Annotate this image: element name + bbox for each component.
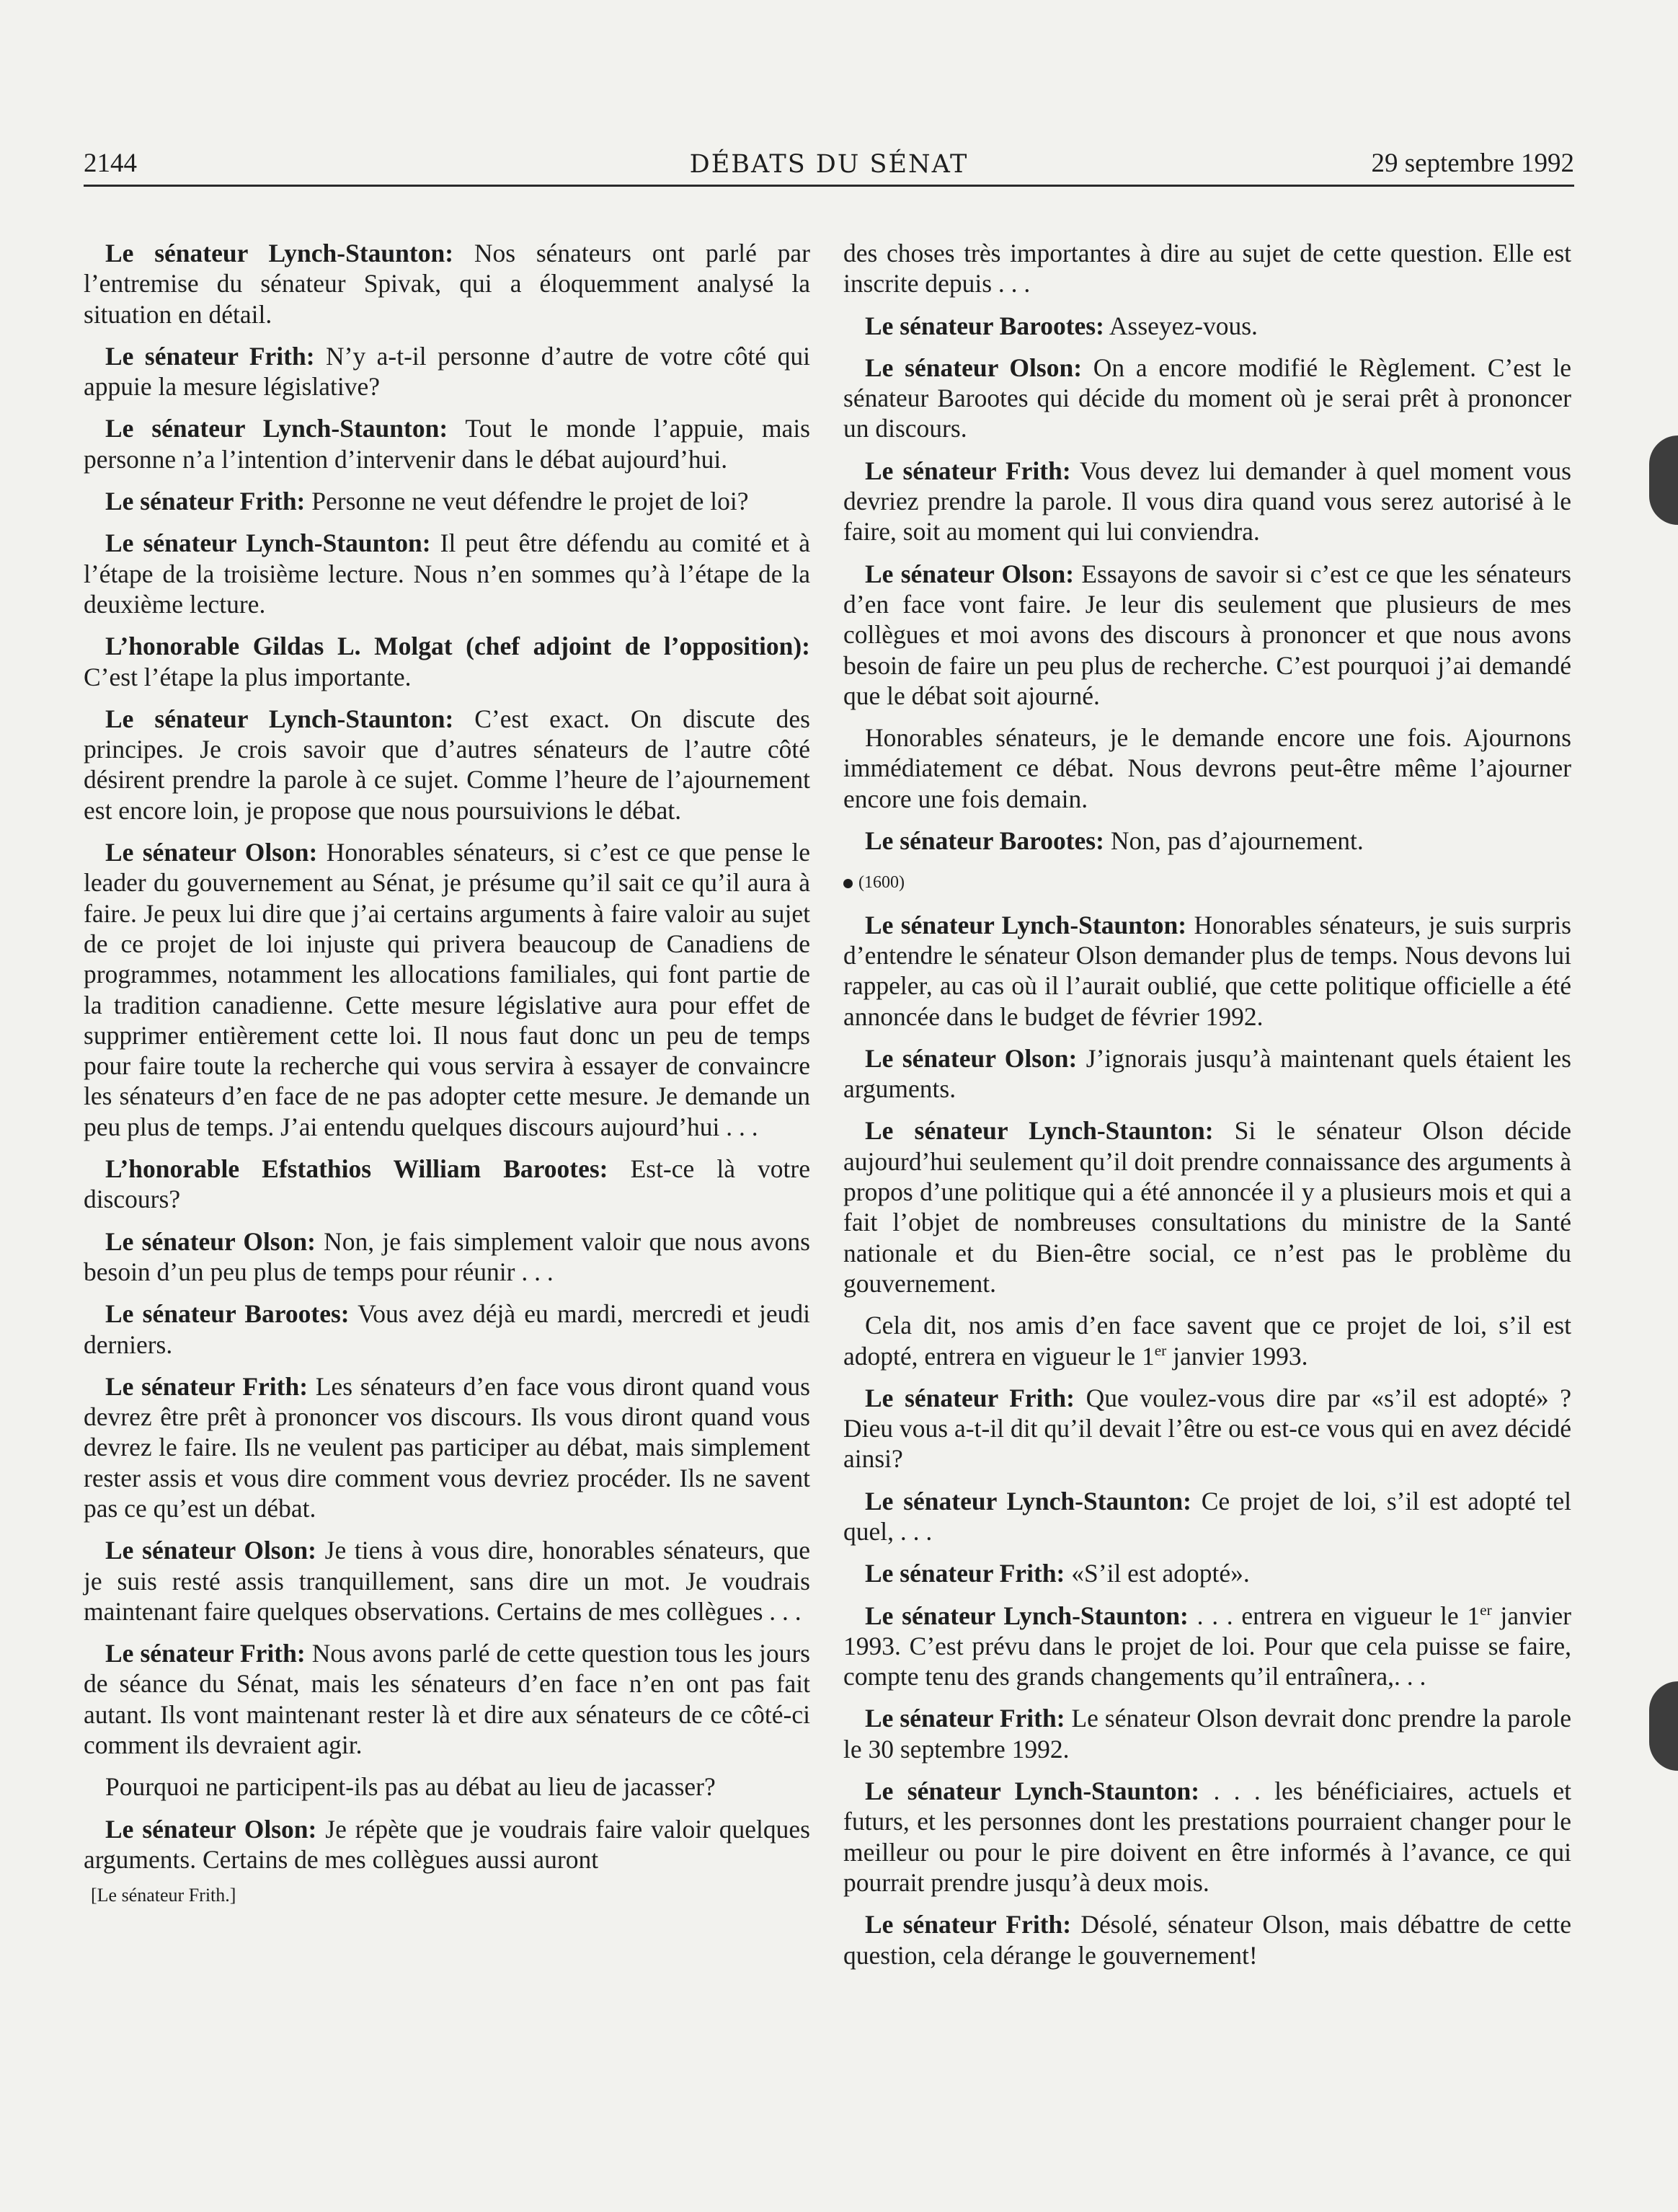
paragraph-text: Il peut être défendu au comité et à l’étape de la troisième lecture. Nous n’en sommes qu’à l’étape de la deuxième lecture. (84, 528, 810, 619)
paragraph (84, 837, 810, 1142)
paragraph (84, 1226, 810, 1288)
paragraph (843, 1310, 1571, 1371)
right-paragraphs-c (843, 1383, 1571, 1589)
speaker-name: Le sénateur Barootes: (865, 826, 1104, 856)
paragraph-text: Non, je fais simplement valoir que nous avons besoin d’un peu plus de temps pour réunir . . . (84, 1226, 810, 1286)
paragraph (843, 1115, 1571, 1299)
speaker-name: Le sénateur Frith: (105, 1371, 308, 1401)
paragraph-text: Pourquoi ne participent-ils pas au débat au lieu de jacasser? (105, 1772, 716, 1802)
paragraph (84, 1154, 810, 1215)
paragraph-text: Non, pas d’ajournement. (1104, 826, 1364, 856)
paragraph-text: «S’il est adopté». (1065, 1559, 1250, 1588)
paragraph-text: Je répète que je voudrais faire valoir quelques arguments. Certains de mes collègues aussi auront (84, 1814, 810, 1874)
paragraph (84, 1814, 810, 1875)
paragraph-text: Personne ne veut défendre le projet de loi? (305, 487, 749, 516)
speaker-name: Le sénateur Olson: (865, 1043, 1078, 1073)
paragraph (843, 456, 1571, 547)
paragraph-text: Vous avez déjà eu mardi, mercredi et jeudi derniers. (84, 1299, 810, 1359)
speaker-name: Le sénateur Frith: (105, 487, 306, 516)
speaker-name: Le sénateur Olson: (105, 838, 318, 867)
paragraph-text: Honorables sénateurs, si c’est ce que pense le leader du gouvernement au Sénat, je présume qu’il sait ce qu’il aura à faire. Je peux lui dire que j’ai certains arguments à faire valoir au sujet de ce projet de loi injuste qui privera beaucoup de Canadiens de programmes, notamment les allocations familiales, qui font partie de la tradition canadienne. Cette mesure législative aura pour effet de supprimer entièrement cette loi. Il nous faut donc un peu de temps pour faire toute la recherche qui vous servira à essayer de convaincre les sénateurs d’en face de ne pas adopter cette mesure. Je demande un peu plus de temps. J’ai entendu quelques discours aujourd’hui . . . (84, 838, 810, 1141)
paragraph (843, 722, 1571, 814)
paragraph (843, 1909, 1571, 1970)
paragraph-text: Que voulez-vous dire par «s’il est adopté» ? Dieu vous a-t-il dit qu’il devait l’être ou est-ce vous qui en avez décidé ainsi? (843, 1383, 1571, 1474)
paragraph (84, 704, 810, 826)
paragraph-text: Nous avons parlé de cette question tous les jours de séance du Sénat, mais les sénateurs d’en face n’en ont pas fait autant. Ils vont maintenant rester là et dire aux sénateurs de ce côté-ci comment ils devraient agir. (84, 1639, 810, 1760)
speaker-name: Le sénateur Olson: (105, 1536, 316, 1565)
paragraph-text: Ce projet de loi, s’il est adopté tel quel, . . . (843, 1486, 1571, 1546)
right-paragraphs-b (843, 910, 1571, 1299)
superscript: er (1154, 1341, 1167, 1359)
paragraph-text: Vous devez lui demander à quel moment vous devriez prendre la parole. Il vous dira quand vous serez autorisé à le faire, soit au moment qui lui conviendra. (843, 456, 1571, 547)
speaker-name: Le sénateur Frith: (105, 341, 315, 371)
right-column (843, 238, 1571, 1982)
paragraph-text: janvier 1993. C’est prévu dans le projet de loi. Pour que cela puisse se faire, compte tenu des grands changements qu’il entraînera,. . . (843, 1601, 1571, 1691)
paragraph-text: . . . les bénéficiaires, actuels et futurs, et les personnes dont les prestations pourraient changer pour le meilleur ou pour le pire doivent en être informés à l’avance, ce qui pourrait prendre jusqu’à deux mois. (843, 1777, 1571, 1897)
speaker-name: Le sénateur Lynch-Staunton: (865, 1486, 1191, 1516)
paragraph-text: Je tiens à vous dire, honorables sénateurs, que je suis resté assis tranquillement, sans dire un mot. Je voudrais maintenant faire quelques observations. Certains de mes collègues . . . (84, 1536, 810, 1626)
paragraph-text: Désolé, sénateur Olson, mais débattre de cette question, cela dérange le gouvernement! (843, 1910, 1571, 1970)
left-paragraphs (84, 238, 810, 1875)
paragraph (84, 1535, 810, 1627)
continued-paragraph: des choses très importantes à dire au sujet de cette question. Elle est inscrite depuis . . . (843, 239, 1571, 298)
speaker-name: Le sénateur Frith: (865, 1559, 1065, 1588)
paragraph (84, 341, 810, 402)
paragraph-text: Honorables sénateurs, je suis surpris d’entendre le sénateur Olson demander plus de temps. Nous devons lui rappeler, au cas où il l’aurait oublié, que cette politique officielle a été annoncée dans le budget de février 1992. (843, 910, 1571, 1031)
paragraph (843, 311, 1571, 341)
paragraph-text: Tout le monde l’appuie, mais personne n’a l’intention d’intervenir dans le débat aujourd’hui. (84, 414, 810, 474)
paragraph-text: Cela dit, nos amis d’en face savent que ce projet de loi, s’il est adopté, entrera en vigueur le 1 (843, 1311, 1571, 1371)
paragraph-text: C’est l’étape la plus importante. (84, 662, 412, 691)
speaker-name: Le sénateur Lynch-Staunton: (865, 1777, 1200, 1806)
paragraph-text: Si le sénateur Olson décide aujourd’hui seulement qu’il doit prendre connaissance des arguments à propos d’une politique qui a été annoncée il y a plusieurs mois et qui a fait l’objet de nombreuses consultations du ministre de la Santé nationale et du Bien-être social, ce n’est pas le problème du gouvernement. (843, 1116, 1571, 1298)
paragraph (84, 631, 810, 692)
time-marker (843, 867, 1571, 898)
paragraph (843, 1486, 1571, 1547)
speaker-name: Le sénateur Lynch-Staunton: (105, 414, 448, 443)
speaker-name: Le sénateur Frith: (105, 1639, 306, 1668)
binder-tab (1649, 435, 1678, 525)
paragraph (84, 1771, 810, 1802)
speaker-name: Le sénateur Olson: (105, 1226, 316, 1256)
paragraph-text: janvier 1993. (1166, 1341, 1308, 1371)
paragraph-text: . . . entrera en vigueur le 1 (1188, 1601, 1481, 1630)
paragraph-text: N’y a-t-il personne d’autre de votre côté qui appuie la mesure législative? (84, 341, 810, 402)
paragraph (843, 1043, 1571, 1105)
speaker-name: Le sénateur Lynch-Staunton: (105, 704, 454, 733)
paragraph-text: Essayons de savoir si c’est ce que les sénateurs d’en face vont faire. Je leur dis seulement que plusieurs de mes collègues et moi avons des discours à prononcer et que nous avons besoin de faire un peu plus de recherche. C’est pourquoi j’ai demandé que le débat soit ajourné. (843, 559, 1571, 710)
bullet-icon (843, 879, 853, 888)
paragraph (84, 528, 810, 619)
paragraph (843, 1558, 1571, 1588)
paragraph (843, 1703, 1571, 1764)
speaker-name: Le sénateur Olson: (865, 559, 1075, 588)
paragraph (84, 1299, 810, 1360)
superscript: er (1480, 1601, 1492, 1619)
paragraph-text: Honorables sénateurs, je le demande encore une fois. Ajournons immédiatement ce débat. Nous devrons peut-être même l’ajourner encore une fois demain. (843, 723, 1571, 813)
paragraph (843, 910, 1571, 1032)
right-paragraphs-a (843, 311, 1571, 857)
speaker-name: Le sénateur Olson: (105, 1814, 317, 1844)
speaker-name: Le sénateur Frith: (865, 456, 1071, 485)
paragraph (843, 1383, 1571, 1474)
paragraph (843, 1776, 1571, 1898)
paragraph (84, 1371, 810, 1523)
speaker-name: Le sénateur Frith: (865, 1383, 1075, 1412)
paragraph (843, 353, 1571, 444)
speaker-name: Le sénateur Barootes: (105, 1299, 350, 1329)
paragraph (843, 1601, 1571, 1692)
speaker-name: Le sénateur Lynch-Staunton: (105, 528, 431, 558)
speaker-name: Le sénateur Lynch-Staunton: (105, 239, 454, 267)
paragraph (843, 559, 1571, 711)
speaker-name: L’honorable Efstathios William Barootes: (105, 1154, 608, 1184)
paragraph (84, 1638, 810, 1760)
paragraph-text: Le sénateur Olson devrait donc prendre la parole le 30 septembre 1992. (843, 1704, 1571, 1764)
paragraph-text: Asseyez-vous. (1104, 311, 1258, 340)
paragraph-text: On a encore modifié le Règlement. C’est le sénateur Barootes qui décide du moment où je serai prêt à prononcer un discours. (843, 353, 1571, 443)
page-number: 2144 (84, 149, 137, 178)
paragraph-text: J’ignorais jusqu’à maintenant quels étaient les arguments. (843, 1043, 1571, 1104)
paragraph-text: C’est exact. On discute des principes. Je crois savoir que d’autres sénateurs de l’autre côté désirent prendre la parole à ce sujet. Comme l’heure de l’ajournement est encore loin, je propose que nous poursuivions le débat. (84, 704, 810, 825)
footer-note: [Le sénateur Frith.] (91, 1885, 236, 1906)
right-paragraphs-d (843, 1703, 1571, 1970)
paragraph (843, 826, 1571, 856)
paragraph (84, 413, 810, 474)
paragraph (84, 486, 810, 516)
speaker-name: L’honorable Gildas L. Molgat (chef adjoint de l’opposition): (105, 632, 810, 661)
speaker-name: Le sénateur Frith: (865, 1704, 1065, 1733)
speaker-name: Le sénateur Barootes: (865, 311, 1104, 340)
paragraph-text: Les sénateurs d’en face vous diront quand vous devrez être prêt à prononcer vos discours. Ils vous diront quand vous devrez le faire. Ils ne veulent pas participer au débat, mais simplement rester assis et vous dire comment vous devriez procéder. Ils ne savent pas ce qu’est un débat. (84, 1371, 810, 1523)
paragraph (84, 238, 810, 329)
speaker-name: Le sénateur Frith: (865, 1910, 1072, 1939)
binder-tab (1649, 1681, 1678, 1771)
speaker-name: Le sénateur Lynch-Staunton: (865, 1116, 1214, 1146)
page-date: 29 septembre 1992 (1371, 149, 1574, 178)
speaker-name: Le sénateur Lynch-Staunton: (865, 910, 1187, 939)
paragraph-text: Nos sénateurs ont parlé par l’entremise du sénateur Spivak, qui a éloquemment analysé la situation en détail. (84, 239, 810, 329)
time-marker-label: (1600) (858, 873, 905, 893)
page-title: DÉBATS DU SÉNAT (689, 150, 969, 179)
left-column (84, 238, 810, 1911)
paragraph-text: Est-ce là votre discours? (84, 1154, 810, 1214)
page-header (84, 141, 1574, 187)
speaker-name: Le sénateur Lynch-Staunton: (865, 1601, 1189, 1630)
speaker-name: Le sénateur Olson: (865, 353, 1083, 382)
